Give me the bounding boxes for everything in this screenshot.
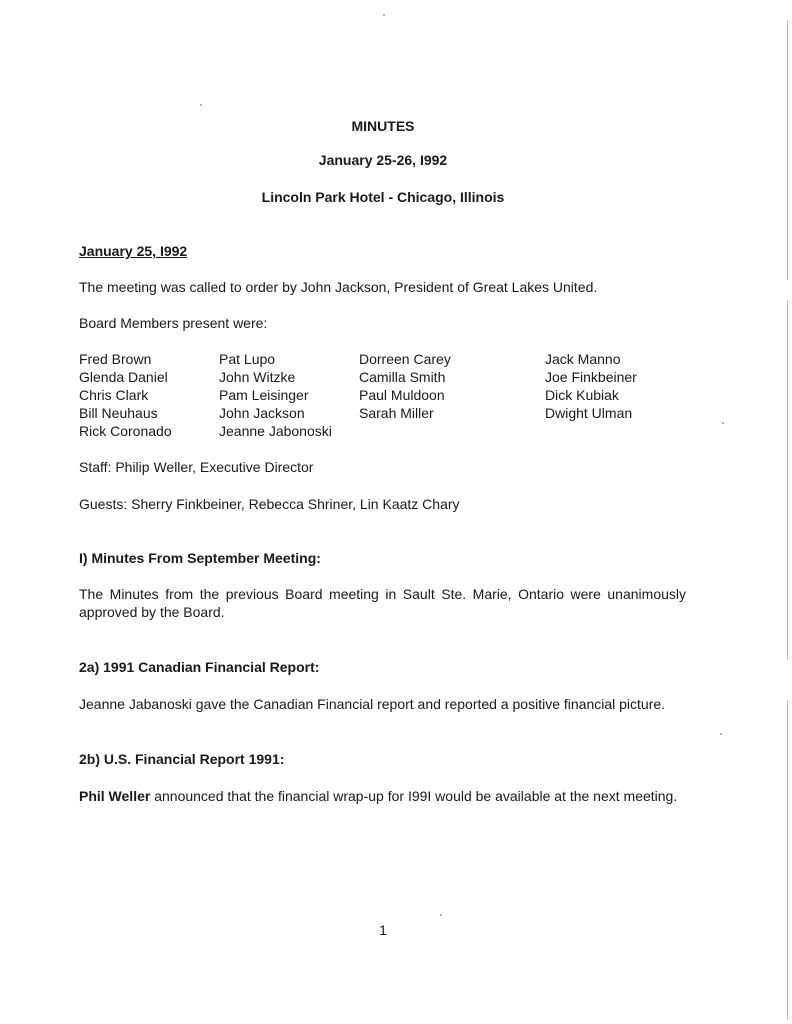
- board-members-column-4: [545, 350, 637, 422]
- scan-edge-line: [787, 20, 788, 280]
- section-heading-canadian-financial: 2a) 1991 Canadian Financial Report:: [79, 659, 320, 675]
- section-body-minutes: The Minutes from the previous Board meeting in Sault Ste. Marie, Ontario were unanimously approved by the Board.: [79, 586, 686, 620]
- scan-speck: [383, 14, 385, 16]
- section-heading-us-financial: 2b) U.S. Financial Report 1991:: [79, 751, 285, 767]
- guests-line: Guests: Sherry Finkbeiner, Rebecca Shriner, Lin Kaatz Chary: [79, 496, 460, 512]
- call-to-order-paragraph: The meeting was called to order by John Jackson, President of Great Lakes United.: [79, 279, 598, 295]
- board-member: John Witzke: [219, 369, 296, 385]
- scan-edge-line: [787, 700, 788, 1020]
- section-body-us-financial: [79, 787, 686, 805]
- board-member: Rick Coronado: [79, 423, 172, 439]
- staff-line: Staff: Philip Weller, Executive Director: [79, 459, 314, 475]
- board-members-column-3: [359, 350, 451, 422]
- scan-speck: [720, 733, 722, 735]
- board-member: Sarah Miller: [359, 405, 434, 421]
- day-heading: January 25, I992: [79, 243, 188, 259]
- board-member: Pam Leisinger: [219, 387, 309, 403]
- board-members-intro: Board Members present were:: [79, 315, 268, 331]
- page-number: 1: [379, 922, 387, 938]
- board-member: Dick Kubiak: [545, 387, 619, 403]
- scan-speck: [722, 422, 724, 424]
- board-member: Bill Neuhaus: [79, 405, 158, 421]
- board-member: Dwight Ulman: [545, 405, 633, 421]
- scan-speck: [440, 914, 442, 916]
- section-body-text: announced that the financial wrap-up for I99I would be available at the next meeting.: [150, 788, 678, 804]
- scan-edge-line: [787, 300, 788, 660]
- board-member: Fred Brown: [79, 351, 152, 367]
- board-member: John Jackson: [219, 405, 305, 421]
- board-member: Jack Manno: [545, 351, 621, 367]
- board-member: Chris Clark: [79, 387, 149, 403]
- board-members-column-2: [219, 350, 332, 440]
- meeting-venue: Lincoln Park Hotel - Chicago, Illinois: [261, 189, 505, 205]
- board-member: Paul Muldoon: [359, 387, 445, 403]
- document-title: MINUTES: [351, 118, 415, 134]
- speaker-name: Phil Weller: [79, 788, 151, 804]
- scan-speck: [200, 104, 202, 106]
- board-member: Jeanne Jabonoski: [219, 423, 332, 439]
- board-member: Glenda Daniel: [79, 369, 168, 385]
- board-members-column-1: [79, 350, 172, 440]
- board-member: Camilla Smith: [359, 369, 446, 385]
- board-member: Pat Lupo: [219, 351, 276, 367]
- board-member: Dorreen Carey: [359, 351, 451, 367]
- board-member: Joe Finkbeiner: [545, 369, 637, 385]
- meeting-date: January 25-26, I992: [318, 152, 448, 168]
- section-body-canadian-financial: Jeanne Jabanoski gave the Canadian Financial report and reported a positive financial picture.: [79, 696, 666, 712]
- section-heading-minutes: I) Minutes From September Meeting:: [79, 550, 321, 566]
